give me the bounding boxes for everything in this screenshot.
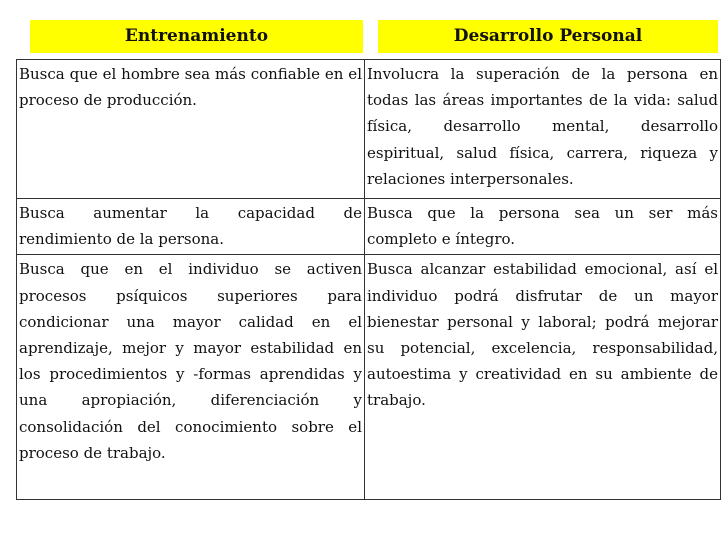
- header-entrenamiento: Entrenamiento: [30, 20, 363, 53]
- comparison-table: [16, 59, 721, 500]
- table-header: [8, 8, 720, 52]
- desarrollo-cell: Busca que la persona sea un ser más completo e íntegro.: [365, 199, 721, 255]
- table-row: [17, 60, 721, 199]
- desarrollo-cell: Busca alcanzar estabilidad emocional, así el individuo podrá disfrutar de un mayor bienestar personal y laboral; podrá mejorar su potencial, excelencia, responsabilidad, autoestima y creatividad en su ambiente de trabajo.: [365, 255, 721, 500]
- table-row: [17, 199, 721, 255]
- header-desarrollo-personal: Desarrollo Personal: [378, 20, 718, 53]
- entrenamiento-cell: Busca aumentar la capacidad de rendimiento de la persona.: [17, 199, 365, 255]
- table-row: [17, 255, 721, 500]
- entrenamiento-cell: Busca que en el individuo se activen procesos psíquicos superiores para condicionar una mayor calidad en el aprendizaje, mejor y mayor estabilidad en los procedimientos y -formas aprendidas y una apropiación, diferenciación y consolidación del conocimiento sobre el proceso de trabajo.: [17, 255, 365, 500]
- desarrollo-cell: Involucra la superación de la persona en todas las áreas importantes de la vida: salud física, desarrollo mental, desarrollo espiritual, salud física, carrera, riqueza y relaciones interpersonales.: [365, 60, 721, 199]
- entrenamiento-cell: Busca que el hombre sea más confiable en el proceso de producción.: [17, 60, 365, 199]
